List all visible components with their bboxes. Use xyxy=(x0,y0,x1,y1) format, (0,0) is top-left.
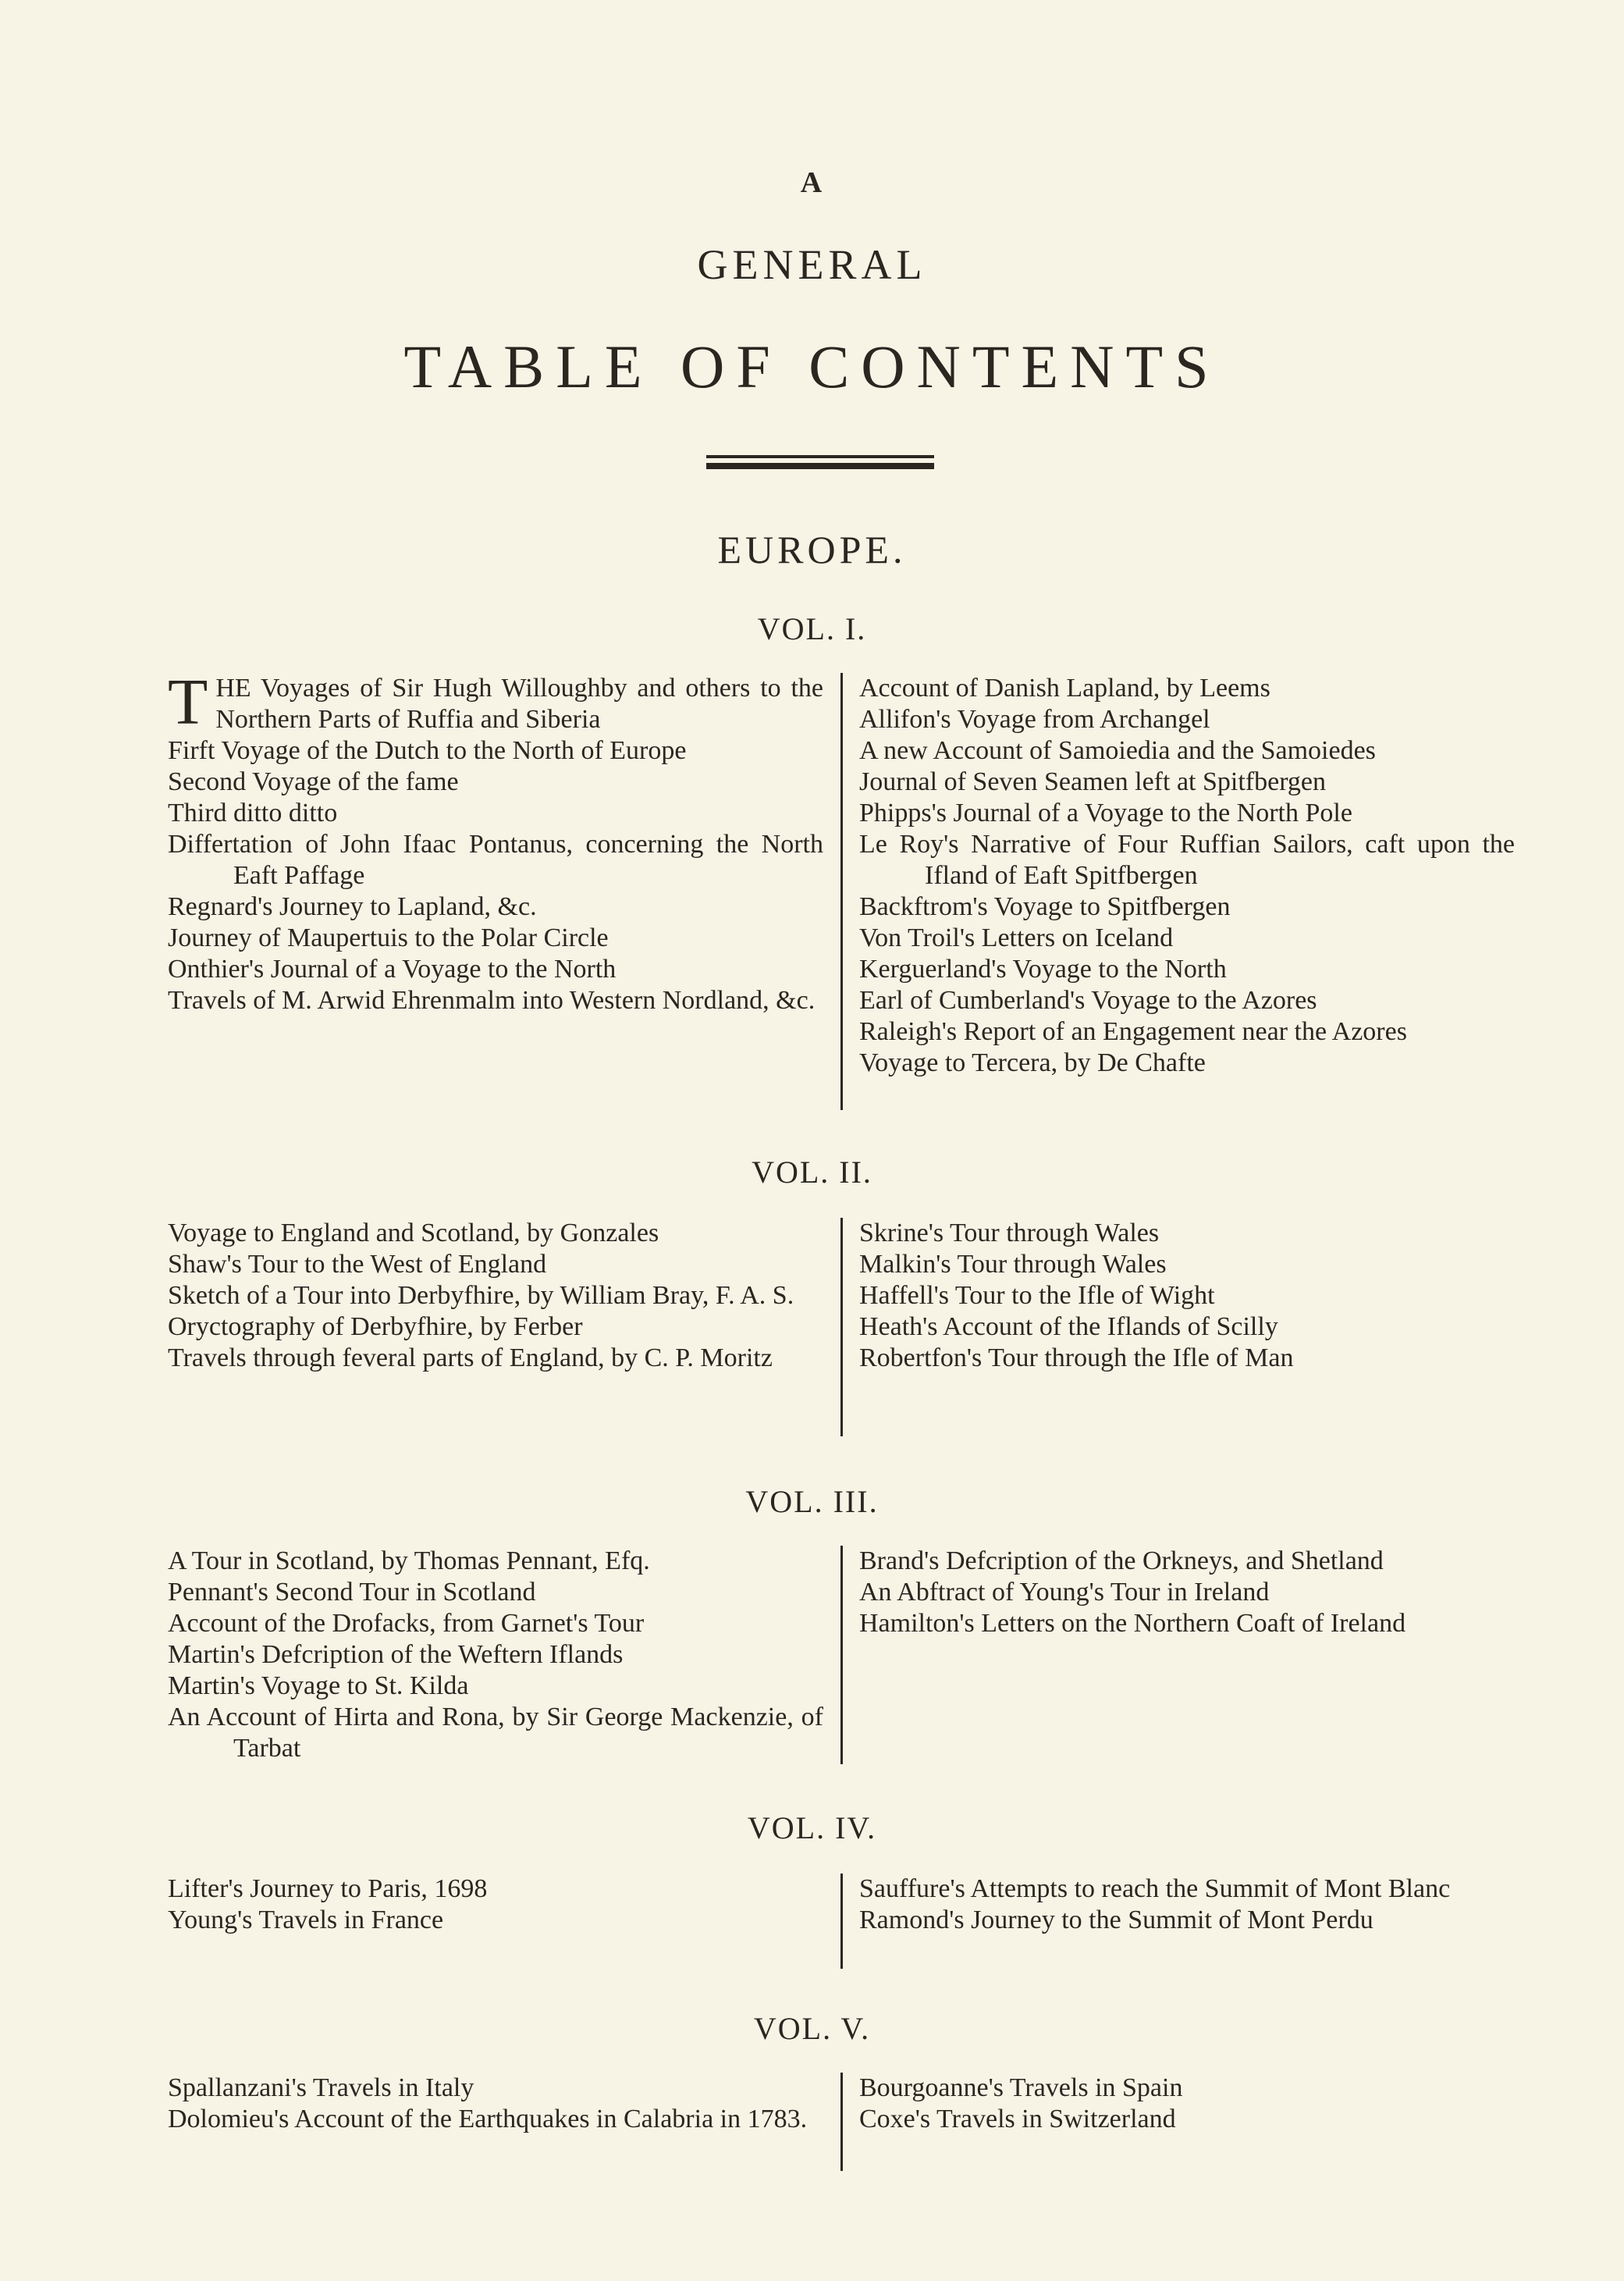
toc-entry: Spallanzani's Travels in Italy xyxy=(168,2073,474,2102)
title-general: GENERAL xyxy=(697,241,927,288)
toc-entry-text: HE Voyages of Sir Hugh Willoughby and others to the Northern Parts of Ruffia and Siberia xyxy=(215,674,823,734)
vol-2-heading: VOL. II. xyxy=(752,1155,872,1190)
toc-entry: Robertfon's Tour through the Ifle of Man xyxy=(859,1343,1294,1372)
toc-entry: Coxe's Travels in Switzerland xyxy=(859,2105,1176,2133)
toc-entry: Heath's Account of the Iflands of Scilly xyxy=(859,1312,1278,1341)
toc-entry: A Tour in Scotland, by Thomas Pennant, Efq. xyxy=(168,1546,650,1575)
toc-entry: Voyage to England and Scotland, by Gonzales xyxy=(168,1219,659,1247)
toc-entry xyxy=(168,666,823,738)
page-title: TABLE OF CONTENTS xyxy=(403,333,1221,400)
toc-entry: Onthier's Journal of a Voyage to the North xyxy=(168,955,617,984)
column-divider xyxy=(840,1874,843,1969)
vol-3-right-column xyxy=(859,1546,1515,1639)
toc-entry: Malkin's Tour through Wales xyxy=(859,1250,1167,1279)
toc-entry: Kerguerland's Voyage to the North xyxy=(859,955,1227,984)
toc-entry: Brand's Defcription of the Orkneys, and Shetland xyxy=(859,1546,1384,1575)
vol-1-right-column xyxy=(859,673,1515,1079)
column-divider xyxy=(840,1218,843,1436)
toc-entry: Hamilton's Letters on the Northern Coaft of Ireland xyxy=(859,1609,1406,1638)
toc-entry: Account of the Drofacks, from Garnet's Tour xyxy=(168,1609,645,1638)
title-article: A xyxy=(800,166,824,199)
toc-entry: Skrine's Tour through Wales xyxy=(859,1219,1160,1247)
column-divider xyxy=(840,1546,843,1764)
title-rule-thin xyxy=(706,455,934,458)
vol-4-heading: VOL. IV. xyxy=(747,1810,877,1845)
toc-entry: Earl of Cumberland's Voyage to the Azores xyxy=(859,986,1317,1015)
toc-entry: Firft Voyage of the Dutch to the North of Europe xyxy=(168,736,687,765)
toc-entry: Journal of Seven Seamen left at Spitfbergen xyxy=(859,767,1326,796)
vol-1-heading: VOL. I. xyxy=(757,611,867,646)
toc-entry: Sauffure's Attempts to reach the Summit of Mont Blanc xyxy=(859,1874,1451,1903)
drop-cap: T xyxy=(168,666,208,738)
vol-4-left-column xyxy=(168,1874,823,1936)
toc-entry: Allifon's Voyage from Archangel xyxy=(859,705,1210,734)
toc-entry: Dolomieu's Account of the Earthquakes in Calabria in 1783. xyxy=(168,2105,808,2133)
vol-5-heading: VOL. V. xyxy=(753,2011,871,2046)
toc-entry: Martin's Voyage to St. Kilda xyxy=(168,1671,469,1700)
vol-2-right-column xyxy=(859,1218,1515,1374)
column-divider xyxy=(840,2073,843,2171)
toc-entry: Third ditto ditto xyxy=(168,799,338,827)
toc-entry: Backftrom's Voyage to Spitfbergen xyxy=(859,892,1231,921)
toc-entry: Voyage to Tercera, by De Chafte xyxy=(859,1048,1206,1077)
toc-entry: Differtation of John Ifaac Pontanus, concerning the North Eaft Paffage xyxy=(168,830,823,890)
vol-5-left-column xyxy=(168,2073,823,2135)
toc-entry: An Abftract of Young's Tour in Ireland xyxy=(859,1578,1270,1607)
toc-entry: Lifter's Journey to Paris, 1698 xyxy=(168,1874,488,1903)
toc-entry: Oryctography of Derbyfhire, by Ferber xyxy=(168,1312,583,1341)
toc-entry: Young's Travels in France xyxy=(168,1906,444,1934)
toc-entry: Bourgoanne's Travels in Spain xyxy=(859,2073,1183,2102)
toc-entry: Martin's Defcription of the Weftern Iflands xyxy=(168,1640,624,1669)
toc-entry: Travels through feveral parts of England, by C. P. Moritz xyxy=(168,1343,773,1372)
toc-entry: Le Roy's Narrative of Four Ruffian Sailors, caft upon the Ifland of Eaft Spitfbergen xyxy=(859,830,1515,890)
column-divider xyxy=(840,673,843,1110)
toc-entry: Second Voyage of the fame xyxy=(168,767,459,796)
toc-entry: Haffell's Tour to the Ifle of Wight xyxy=(859,1281,1215,1310)
vol-2-left-column xyxy=(168,1218,823,1374)
title-rule-thick xyxy=(706,463,934,469)
toc-entry: A new Account of Samoiedia and the Samoiedes xyxy=(859,736,1376,765)
toc-entry: Account of Danish Lapland, by Leems xyxy=(859,674,1270,703)
toc-entry: Pennant's Second Tour in Scotland xyxy=(168,1578,536,1607)
vol-3-heading: VOL. III. xyxy=(745,1484,879,1519)
toc-entry: Sketch of a Tour into Derbyfhire, by William Bray, F. A. S. xyxy=(168,1281,794,1310)
toc-entry: Raleigh's Report of an Engagement near the Azores xyxy=(859,1017,1407,1046)
region-heading: EUROPE. xyxy=(717,528,907,571)
toc-entry: Travels of M. Arwid Ehrenmalm into Western Nordland, &c. xyxy=(168,986,816,1015)
vol-5-right-column xyxy=(859,2073,1515,2135)
vol-4-right-column xyxy=(859,1874,1515,1936)
toc-entry: An Account of Hirta and Rona, by Sir George Mackenzie, of Tarbat xyxy=(168,1703,823,1763)
toc-entry: Regnard's Journey to Lapland, &c. xyxy=(168,892,537,921)
toc-entry: Phipps's Journal of a Voyage to the North Pole xyxy=(859,799,1352,827)
toc-entry: Shaw's Tour to the West of England xyxy=(168,1250,547,1279)
toc-entry: Von Troil's Letters on Iceland xyxy=(859,923,1174,952)
vol-3-left-column xyxy=(168,1546,823,1764)
toc-entry: Journey of Maupertuis to the Polar Circle xyxy=(168,923,609,952)
vol-1-left-column xyxy=(168,666,823,1016)
toc-entry: Ramond's Journey to the Summit of Mont Perdu xyxy=(859,1906,1373,1934)
